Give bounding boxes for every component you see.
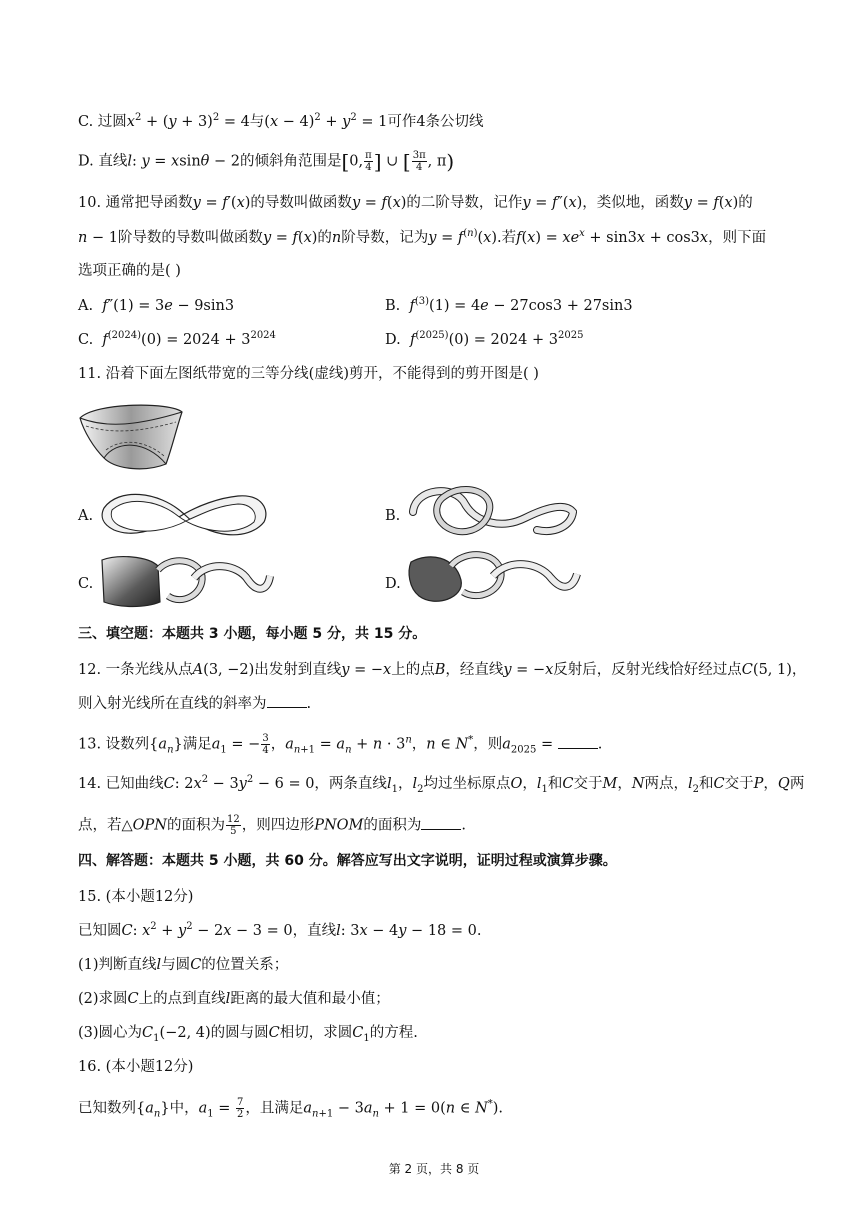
q10-option-d: D. $f^{(2025)}(0) = 2024 + 3^{2025}$ — [385, 330, 584, 348]
q9-option-d: D. 直线l: y = xsinθ − 2的倾斜角范围是[0, $\frac{\pi}{4}$ ] ∪ [ $\frac{3\pi}{4}$ , π) — [78, 149, 455, 174]
q14-line2: 点，若△OPN的面积为 $\frac{12}{5}$ ，则四边形PNOM的面积为 . — [78, 814, 467, 837]
q11-option-d-label: D. — [385, 576, 401, 592]
q13-text: 13. 设数列$\{a_n\}$满足$a_1$ = − $\frac{3}{4}$ ，$a_{n+1} = a_n + n \cdot 3^n$，n ∈ N*，则$a_{2025}$ = . — [78, 733, 603, 756]
q9-c-label: C. — [78, 114, 98, 130]
q10-option-a: A. f″(1) = 3e − 9sin3 — [78, 298, 235, 314]
q16-head: 16. (本小题12分) — [78, 1059, 194, 1075]
section-3-heading: 三、填空题：本题共 3 小题，每小题 5 分，共 15 分。 — [78, 626, 427, 642]
q10-option-c: C. $f^{(2024)}(0) = 2024 + 3^{2024}$ — [78, 330, 276, 348]
q11-option-b-label: B. — [385, 508, 401, 524]
q15-part3: (3)圆心为$C_1(-2$, 4)的圆与圆C相切，求圆$C_1$的方程. — [78, 1025, 418, 1044]
q12-line1: 12. 一条光线从点A(3, −2)出发射到直线y = −x上的点B，经直线y = −x反射后，反射光线恰好经过点C(5, 1)， — [78, 662, 807, 678]
q9-option-c: C. 过圆$x^2 + (y + 3)^2 = 4$与$(x - 4)^2 + y^2 = 1$可作4条公切线 — [78, 112, 484, 130]
q16-stem: 已知数列$\{a_n\}$中，$a_1$ = $\frac{7}{2}$ ，且满足$a_{n+1} - 3a_n + 1 = 0(n$ ∈ N*). — [78, 1097, 504, 1120]
q15-stem: 已知圆C: $x^2 + y^2 - 2x - 3 = 0$，直线l: 3x − 4y − 18 = 0. — [78, 921, 482, 939]
q15-part2: (2)求圆C上的点到直线l距离的最大值和最小值； — [78, 991, 390, 1007]
q10-line3: 选项正确的是( ) — [78, 263, 181, 279]
q11-text: 11. 沿着下面左图纸带宽的三等分线(虚线)剪开，不能得到的剪开图是( ) — [78, 366, 539, 382]
q11-option-a-figure — [98, 486, 270, 544]
q11-option-b-figure — [405, 482, 577, 546]
q10-option-b: B. $f^{(3)}(1) = 4e - 27\cos 3 + 27\sin 3$ — [385, 296, 633, 314]
section-4-heading: 四、解答题：本题共 5 小题，共 60 分。解答应写出文字说明，证明过程或演算步骤。 — [78, 853, 617, 869]
q15-part1: (1)判断直线l与圆C的位置关系； — [78, 957, 289, 973]
q11-option-a-label: A. — [78, 508, 94, 524]
q15-head: 15. (本小题12分) — [78, 889, 194, 905]
q11-option-c-label: C. — [78, 576, 94, 592]
q11-option-d-figure — [405, 546, 581, 612]
q10-line2: n − 1阶导数的导数叫做函数y = f(x)的n阶导数，记为$y = f^{(n)}(x)$.若$f(x) = xe^x + \sin 3x + \cos 3x$，则下面 — [78, 228, 767, 246]
q10-line1: 10. 通常把导函数y = f′(x)的导数叫做函数y = f(x)的二阶导数，记作y = f″(x)，类似地，函数y = f(x)的 — [78, 195, 753, 211]
q14-line1: 14. 已知曲线C: $2x^2 - 3y^2 - 6 = 0$，两条直线$l_1$，$l_2$均过坐标原点O，$l_1$和C交于M，N两点，$l_2$和C交于P，Q两 — [78, 774, 805, 795]
mobius-strip-figure — [76, 400, 186, 472]
page-footer: 第 2 页，共 8 页 — [388, 1162, 480, 1176]
q11-option-c-figure — [98, 550, 274, 614]
q12-line2: 则入射光线所在直线的斜率为 . — [78, 693, 311, 714]
